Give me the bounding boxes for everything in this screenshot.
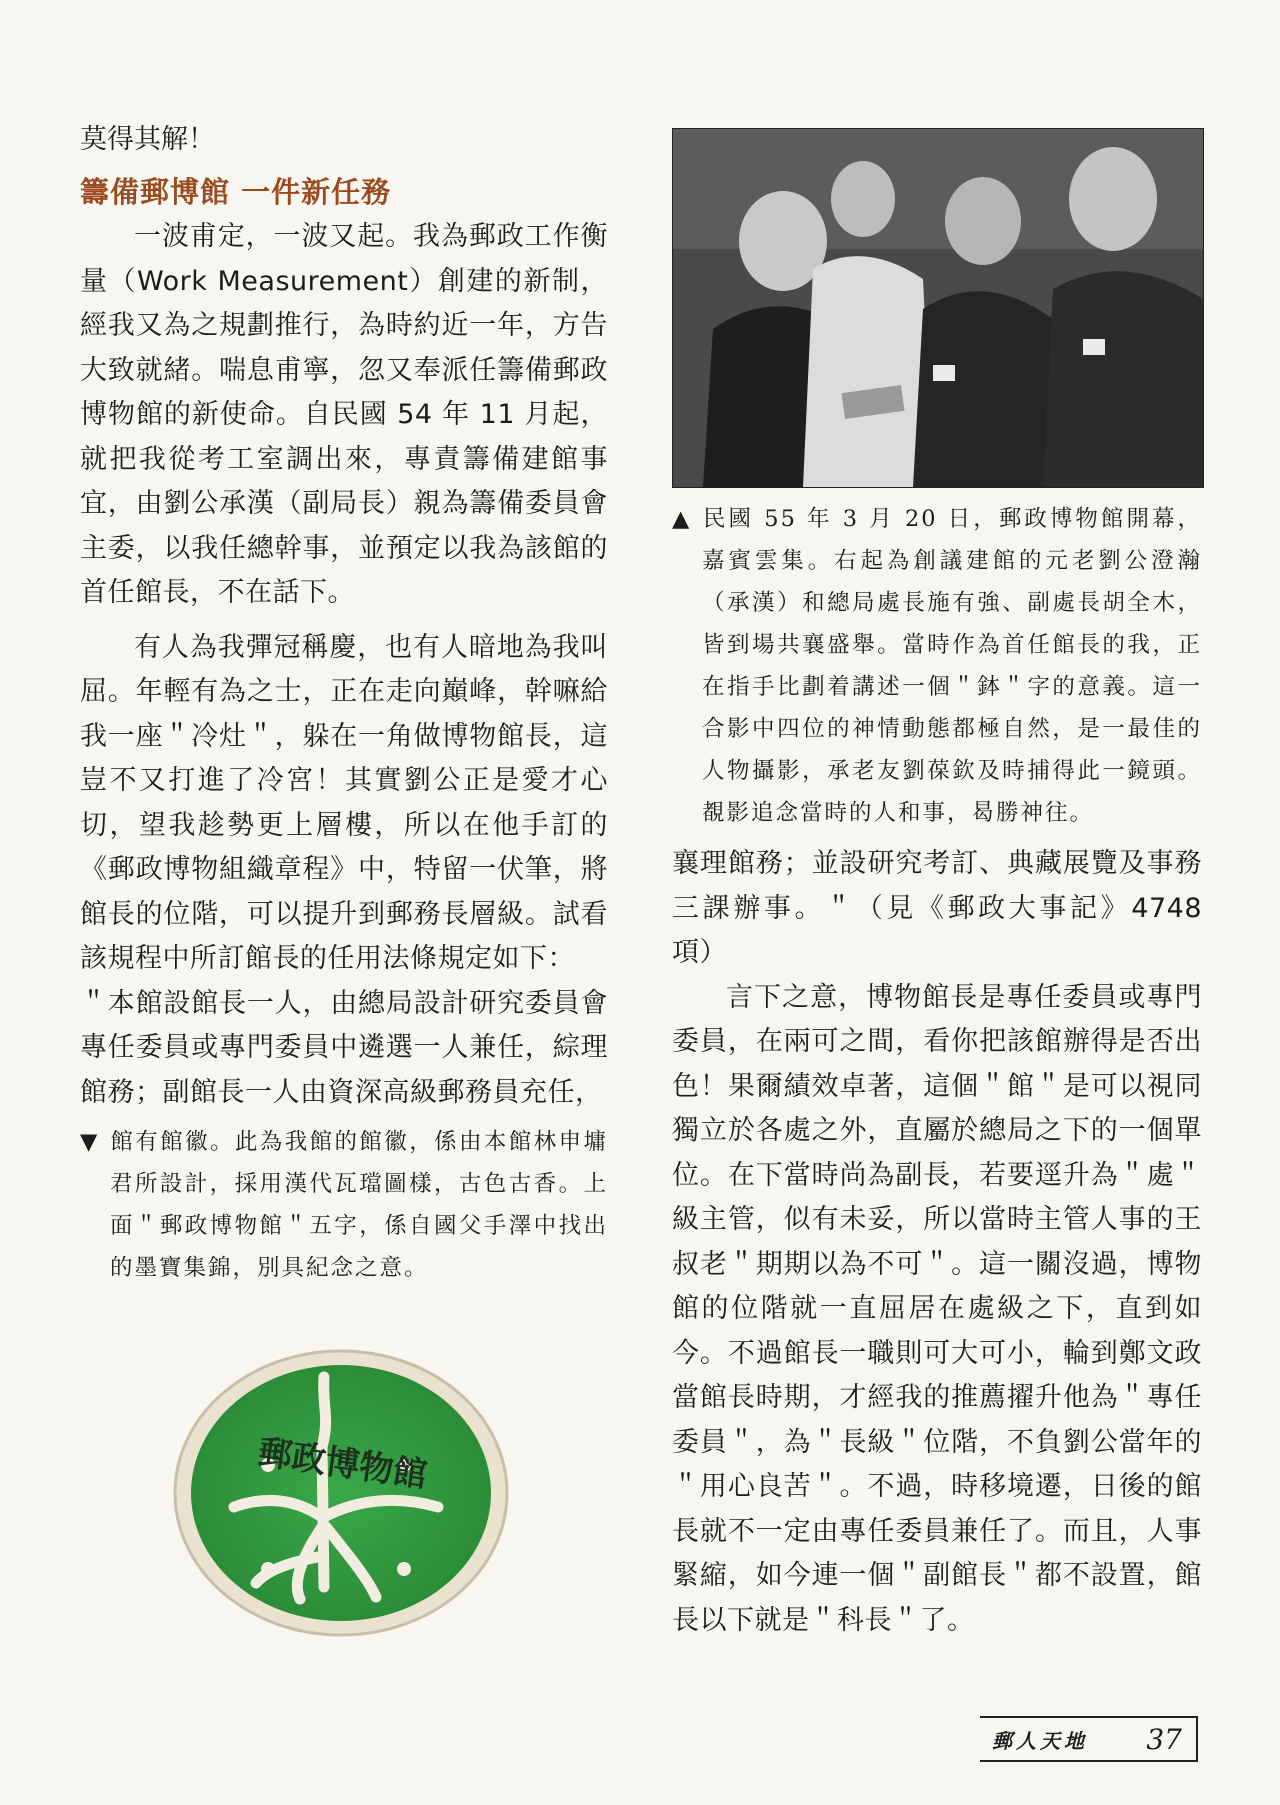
down-triangle-marker: ▼ [80, 1129, 100, 1155]
body-paragraph: 一波甫定，一波又起。我為郵政工作衡量（Work Measurement）創建的新制，經我又為之規劃推行，為時約近一年，方告大致就緒。喘息甫寧，忽又奉派任籌備郵政博物館的新使命。自民國 54 年 11 月起，就把我從考工室調出來，專責籌備建館事宜，由劉公承漢（副局長）親為籌備委員會主委，以我任總幹事，並預定以我為該館的首任館長，不在話下。 [80, 221, 608, 608]
up-triangle-marker: ▲ [672, 506, 692, 532]
right-column [672, 128, 1202, 1643]
page-footer [980, 1716, 1198, 1762]
museum-emblem-graphic [172, 1347, 510, 1639]
section-heading: 籌備郵博館 一件新任務 [80, 175, 392, 209]
photo-caption-text: 民國 55 年 3 月 20 日，郵政博物館開幕，嘉賓雲集。右起為創議建館的元老劉公澄瀚（承漢）和總局處長施有強、副處長胡全木，皆到場共襄盛舉。當時作為首任館長的我，正在指手比劃着講述一個＂鉢＂字的意義。這一合影中四位的神情動態都極自然，是一最佳的人物攝影，承老友劉葆欽及時捕得此一鏡頭。覩影追念當時的人和事，曷勝神往。 [702, 506, 1202, 826]
person-figures [703, 147, 1203, 487]
body-paragraph: ＂本館設館長一人，由總局設計研究委員會專任委員或專門委員中遴選一人兼任，綜理館務；副館長一人由資深高級郵務員充任， [80, 987, 608, 1108]
photo-graphic [673, 129, 1203, 487]
museum-emblem-image [172, 1347, 510, 1639]
body-paragraph: 有人為我彈冠稱慶，也有人暗地為我叫屈。年輕有為之士，正在走向巔峰，幹嘛給我一座＂冷灶＂，躲在一角做博物館長，這豈不又打進了冷宮！其實劉公正是愛才心切，望我趁勢更上層樓，所以在他手訂的《郵政博物組織章程》中，特留一伏筆，將館長的位階，可以提升到郵務長層級。試看該規程中所訂館長的任用法條規定如下： [80, 631, 608, 974]
photo-caption [672, 498, 1202, 834]
badge-caption [80, 1121, 608, 1289]
page-number: 37 [1146, 1722, 1182, 1756]
lead-line: 莫得其解！ [80, 124, 215, 155]
body-paragraph: 言下之意，博物館長是專任委員或專門委員，在兩可之間，看你把該館辦得是否出色！果爾績效卓著，這個＂館＂是可以視同獨立於各處之外，直屬於總局之下的一個單位。在下當時尚為副長，若要逕升為＂處＂級主管，似有未妥，所以當時主管人事的王叔老＂期期以為不可＂。這一關沒過，博物館的位階就一直屈居在處級之下，直到如今。不過館長一職則可大可小，輪到鄭文政當館長時期，才經我的推薦擢升他為＂專任委員＂，為＂長級＂位階，不負劉公當年的＂用心良苦＂。不過，時移境遷，日後的館長就不一定由專任委員兼任了。而且，人事緊縮，如今連一個＂副館長＂都不設置，館長以下就是＂科長＂了。 [672, 981, 1202, 1636]
magazine-title: 郵人天地 [992, 1728, 1088, 1753]
body-paragraph: 襄理館務；並設研究考訂、典藏展覽及事務三課辦事。＂（見《郵政大事記》4748 項） [672, 848, 1202, 968]
opening-ceremony-photo [672, 128, 1204, 488]
emblem-inscription: 郵政博物館 [255, 1432, 430, 1496]
emblem-disc [191, 1365, 491, 1621]
left-column [80, 118, 608, 1639]
badge-caption-text: 館有館徽。此為我館的館徽，係由本館林申墉君所設計，採用漢代瓦璫圖樣，古色古香。上面＂郵政博物館＂五字，係自國父手澤中找出的墨寶集錦，別具紀念之意。 [110, 1129, 608, 1281]
